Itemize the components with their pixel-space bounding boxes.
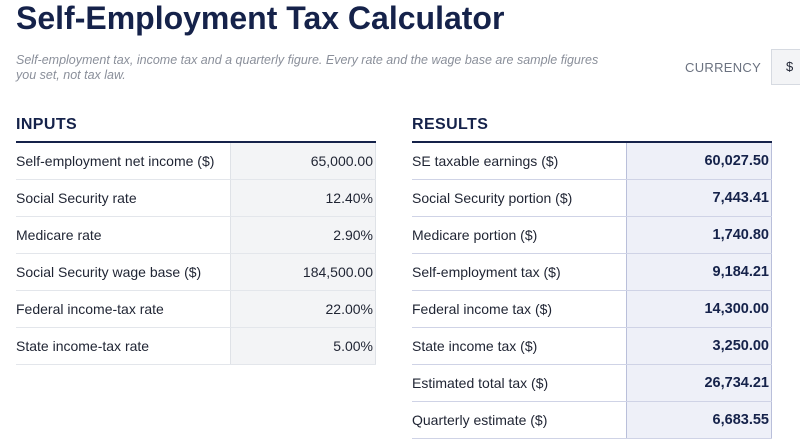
quarterly-value: 6,683.55 [626,402,772,438]
result-label: Medicare portion ($) [412,227,538,243]
result-row-federal-tax [412,291,772,328]
results-list [412,143,772,439]
result-row-se-tax [412,254,772,291]
state-rate-input[interactable]: 5.00% [230,328,376,364]
total-tax-value: 26,734.21 [626,365,772,401]
result-label: Quarterly estimate ($) [412,412,548,428]
input-label: Social Security wage base ($) [16,264,202,280]
result-row-state-tax [412,328,772,365]
input-label: Medicare rate [16,227,102,243]
se-tax-value: 9,184.21 [626,254,772,290]
result-label: Self-employment tax ($) [412,264,561,280]
net-income-input[interactable]: 65,000.00 [230,143,376,179]
input-row-wage-base [16,254,376,291]
result-row-social-security [412,180,772,217]
input-row-federal-rate [16,291,376,328]
results-heading: RESULTS [412,115,772,143]
page-title: Self-Employment Tax Calculator [16,0,505,36]
state-tax-value: 3,250.00 [626,328,772,364]
input-label: Self-employment net income ($) [16,153,215,169]
inputs-list [16,143,376,365]
input-row-medicare-rate [16,217,376,254]
se-taxable-value: 60,027.50 [626,143,772,179]
wage-base-input[interactable]: 184,500.00 [230,254,376,290]
social-security-rate-input[interactable]: 12.40% [230,180,376,216]
input-row-net-income [16,143,376,180]
input-row-social-security-rate [16,180,376,217]
result-label: State income tax ($) [412,338,538,354]
federal-tax-value: 14,300.00 [626,291,772,327]
result-label: Social Security portion ($) [412,190,573,206]
medicare-rate-input[interactable]: 2.90% [230,217,376,253]
result-row-medicare [412,217,772,254]
federal-rate-input[interactable]: 22.00% [230,291,376,327]
currency-input[interactable]: $ [771,49,800,85]
result-label: Estimated total tax ($) [412,375,549,391]
inputs-section [16,115,376,365]
input-row-state-rate [16,328,376,365]
input-label: State income-tax rate [16,338,150,354]
results-section [412,115,772,439]
input-label: Social Security rate [16,190,137,206]
social-security-value: 7,443.41 [626,180,772,216]
result-label: Federal income tax ($) [412,301,553,317]
medicare-value: 1,740.80 [626,217,772,253]
result-row-total-tax [412,365,772,402]
inputs-heading: INPUTS [16,115,376,143]
result-row-se-taxable [412,143,772,180]
input-label: Federal income-tax rate [16,301,164,317]
page-subtitle: Self-employment tax, income tax and a quarterly figure. Every rate and the wage base are sample figures you set, not tax law. [16,53,599,82]
currency-label: CURRENCY [685,60,762,75]
result-row-quarterly [412,402,772,439]
result-label: SE taxable earnings ($) [412,153,559,169]
